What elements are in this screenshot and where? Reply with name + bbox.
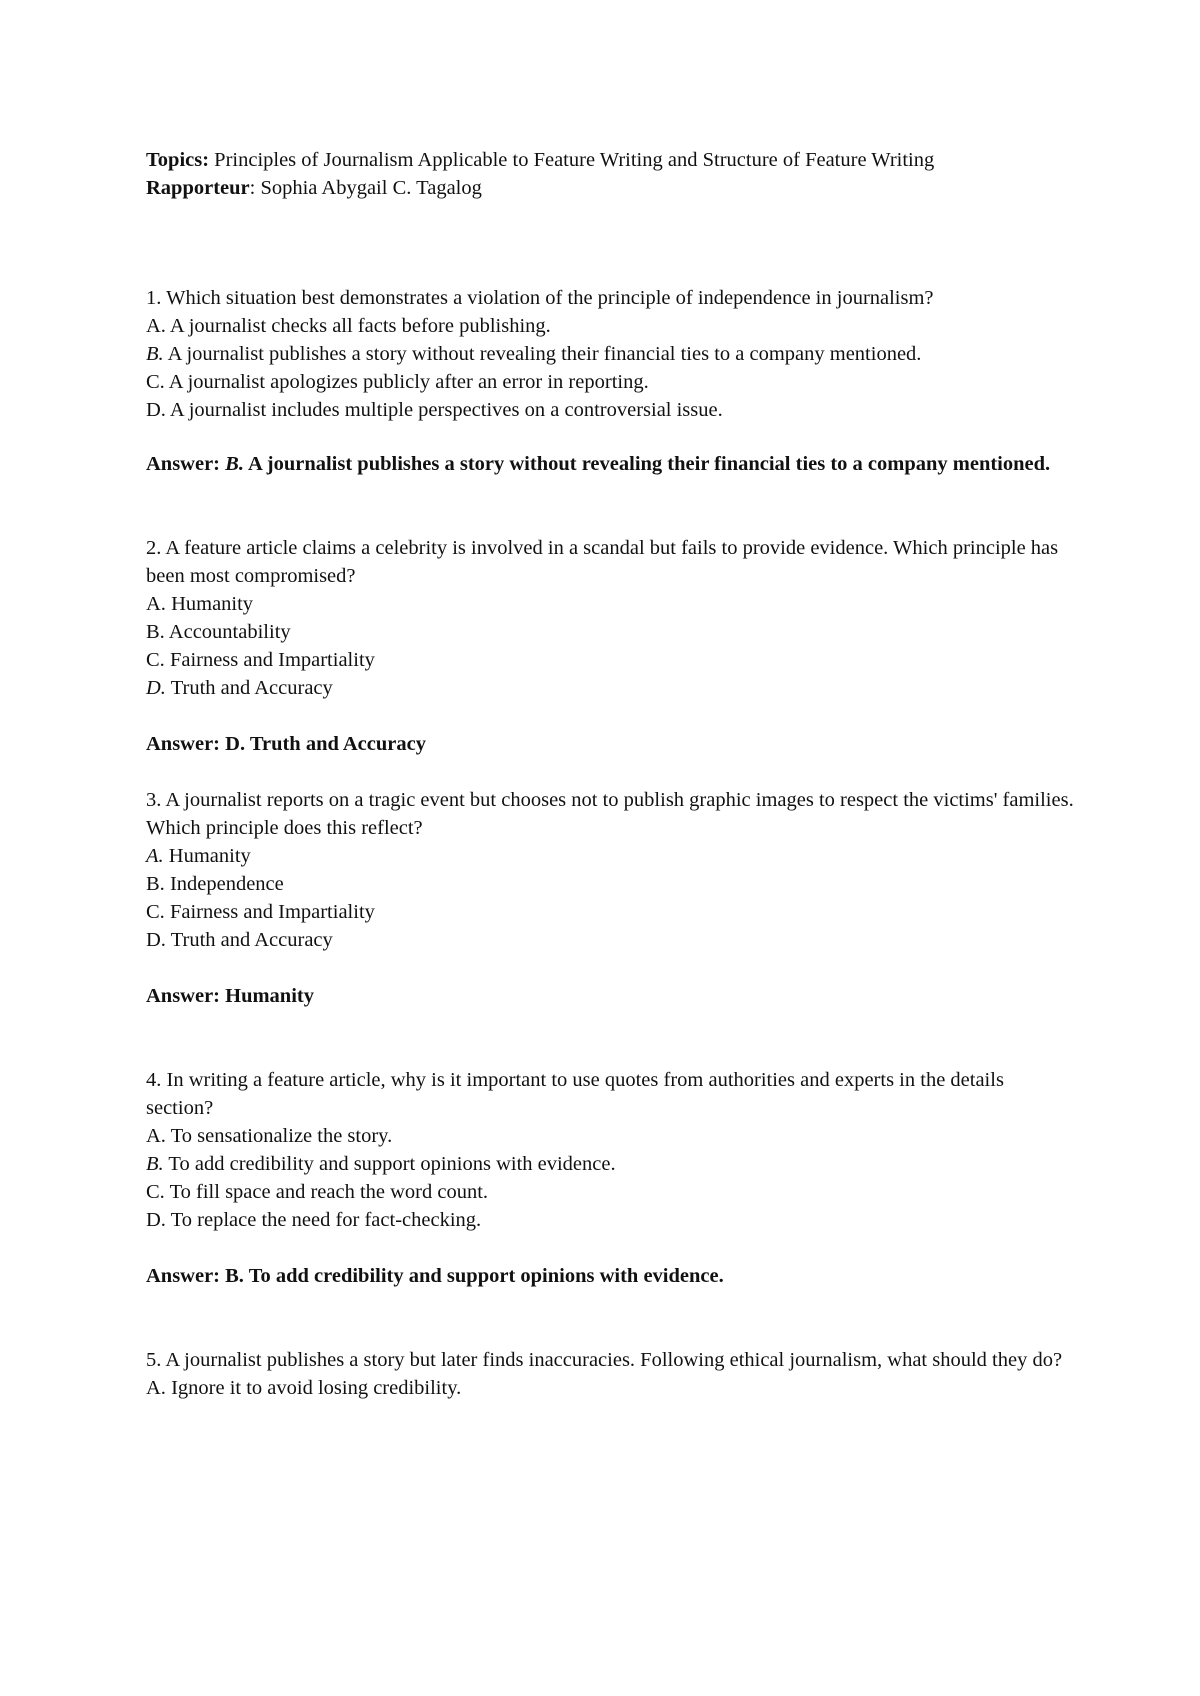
question-1 (146, 284, 1076, 424)
question-stem: 1. Which situation best demonstrates a violation of the principle of independence in journalism? (146, 287, 934, 309)
answer-3: Answer: Humanity (146, 985, 314, 1007)
option-a: A. To sensationalize the story. (146, 1125, 393, 1147)
option-a: A. A journalist checks all facts before publishing. (146, 315, 551, 337)
option-d: D. To replace the need for fact-checking. (146, 1209, 482, 1231)
question-stem: 3. A journalist reports on a tragic event but chooses not to publish graphic images to respect the victims' families. Which principle does this reflect? (146, 789, 1074, 839)
option-a: A. Ignore it to avoid losing credibility. (146, 1377, 462, 1399)
rapporteur-text: : Sophia Abygail C. Tagalog (249, 177, 482, 199)
option-b: B. Accountability (146, 621, 291, 643)
rapporteur-label: Rapporteur (146, 177, 250, 199)
option-c: C. Fairness and Impartiality (146, 901, 375, 923)
question-4 (146, 1066, 1076, 1234)
option-d: D. Truth and Accuracy (146, 677, 333, 699)
question-stem: 4. In writing a feature article, why is it important to use quotes from authorities and experts in the details section? (146, 1069, 1004, 1119)
answer-4: Answer: B. To add credibility and support opinions with evidence. (146, 1265, 724, 1287)
topics-label: Topics: (146, 149, 210, 171)
question-3 (146, 786, 1076, 954)
option-a: A. Humanity (146, 845, 251, 867)
option-b: B. A journalist publishes a story without revealing their financial ties to a company mentioned. (146, 343, 922, 365)
topics-text: Principles of Journalism Applicable to Feature Writing and Structure of Feature Writing (214, 149, 935, 171)
option-b: B. Independence (146, 873, 284, 895)
topics-line (146, 146, 1076, 174)
question-stem: 5. A journalist publishes a story but later finds inaccuracies. Following ethical journalism, what should they do? (146, 1349, 1063, 1371)
option-b: B. To add credibility and support opinions with evidence. (146, 1153, 616, 1175)
option-c: C. To fill space and reach the word count. (146, 1181, 489, 1203)
option-d: D. Truth and Accuracy (146, 929, 333, 951)
question-stem: 2. A feature article claims a celebrity is involved in a scandal but fails to provide evidence. Which principle has been most compromised? (146, 537, 1059, 587)
option-c: C. A journalist apologizes publicly after an error in reporting. (146, 371, 649, 393)
answer-1: Answer: B. A journalist publishes a story without revealing their financial ties to a company mentioned. (146, 453, 1051, 475)
rapporteur-line (146, 174, 1076, 202)
option-a: A. Humanity (146, 593, 254, 615)
question-2 (146, 534, 1076, 702)
option-d: D. A journalist includes multiple perspectives on a controversial issue. (146, 399, 723, 421)
answer-2: Answer: D. Truth and Accuracy (146, 733, 426, 755)
document-page (146, 146, 1076, 1402)
question-5 (146, 1346, 1076, 1402)
option-c: C. Fairness and Impartiality (146, 649, 375, 671)
